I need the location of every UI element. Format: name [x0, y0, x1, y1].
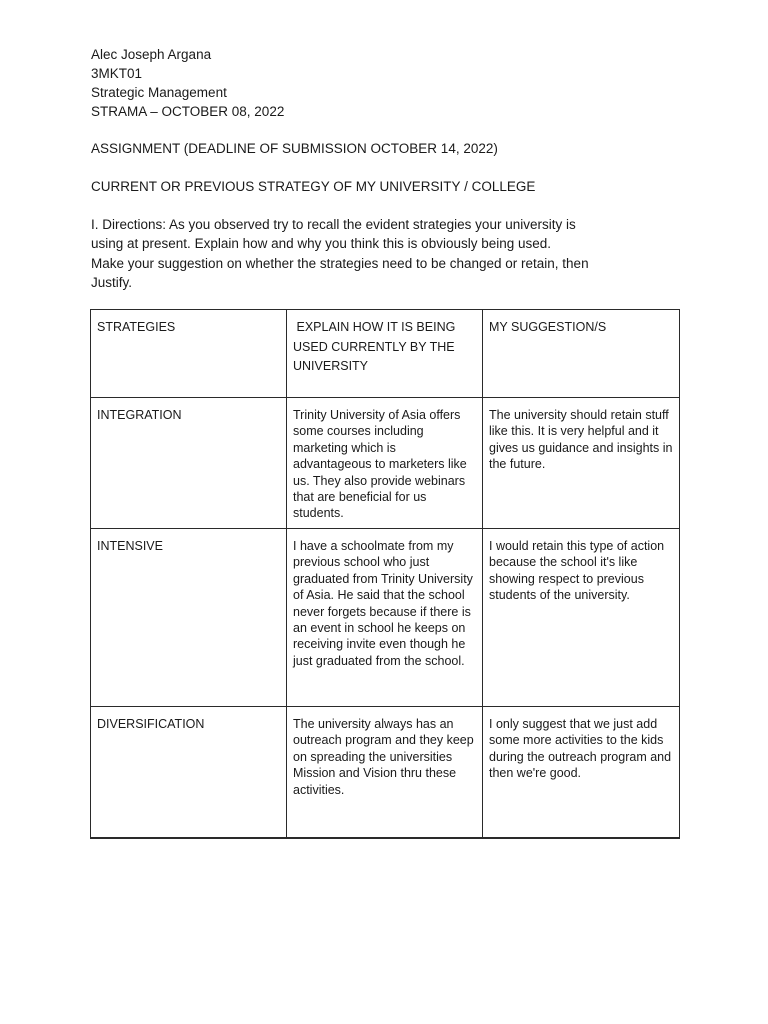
assignment-deadline: ASSIGNMENT (DEADLINE OF SUBMISSION OCTOBER 14, 2022) — [91, 141, 498, 156]
table-row — [91, 398, 680, 529]
header-explanation: EXPLAIN HOW IT IS BEING USED CURRENTLY BY THE UNIVERSITY — [287, 310, 483, 398]
strategy-cell: DIVERSIFICATION — [91, 707, 287, 839]
student-section: 3MKT01 — [91, 66, 143, 81]
explanation-cell: Trinity University of Asia offers some courses including marketing which is advantageous to marketers like us. They also provide webinars that are beneficial for us students. — [287, 398, 483, 529]
explanation-cell: I have a schoolmate from my previous school who just graduated from Trinity University of Asia. He said that the school never forgets because if there is an event in school he keeps on receiving invite even though he just graduated from the school. — [287, 529, 483, 707]
strategy-table — [90, 309, 680, 839]
strategy-cell: INTENSIVE — [91, 529, 287, 707]
directions-line: I. Directions: As you observed try to recall the evident strategies your university is — [91, 217, 576, 232]
course-name: Strategic Management — [91, 85, 227, 100]
directions-line: Make your suggestion on whether the strategies need to be changed or retain, then — [91, 255, 589, 271]
header-suggestions: MY SUGGESTION/S — [483, 310, 680, 398]
explanation-cell: The university always has an outreach program and they keep on spreading the universities Mission and Vision thru these activities. — [287, 707, 483, 839]
header-strategies: STRATEGIES — [91, 310, 287, 398]
student-name: Alec Joseph Argana — [91, 47, 212, 62]
directions-paragraph — [91, 215, 621, 292]
suggestion-cell: The university should retain stuff like this. It is very helpful and it gives us guidance and insights in the future. — [483, 398, 680, 529]
suggestion-cell: I would retain this type of action because the school it's like showing respect to previous students of the university. — [483, 529, 680, 707]
assignment-subject: CURRENT OR PREVIOUS STRATEGY OF MY UNIVERSITY / COLLEGE — [91, 179, 536, 194]
table-row — [91, 529, 680, 707]
student-info — [91, 45, 284, 121]
directions-line: using at present. Explain how and why you think this is obviously being used. — [91, 236, 552, 252]
table-row — [91, 707, 680, 839]
table-header-row — [91, 310, 680, 398]
date-line: STRAMA – OCTOBER 08, 2022 — [91, 104, 285, 119]
strategy-cell: INTEGRATION — [91, 398, 287, 529]
suggestion-cell: I only suggest that we just add some more activities to the kids during the outreach program and then we're good. — [483, 707, 680, 839]
directions-line: Justify. — [91, 274, 133, 290]
